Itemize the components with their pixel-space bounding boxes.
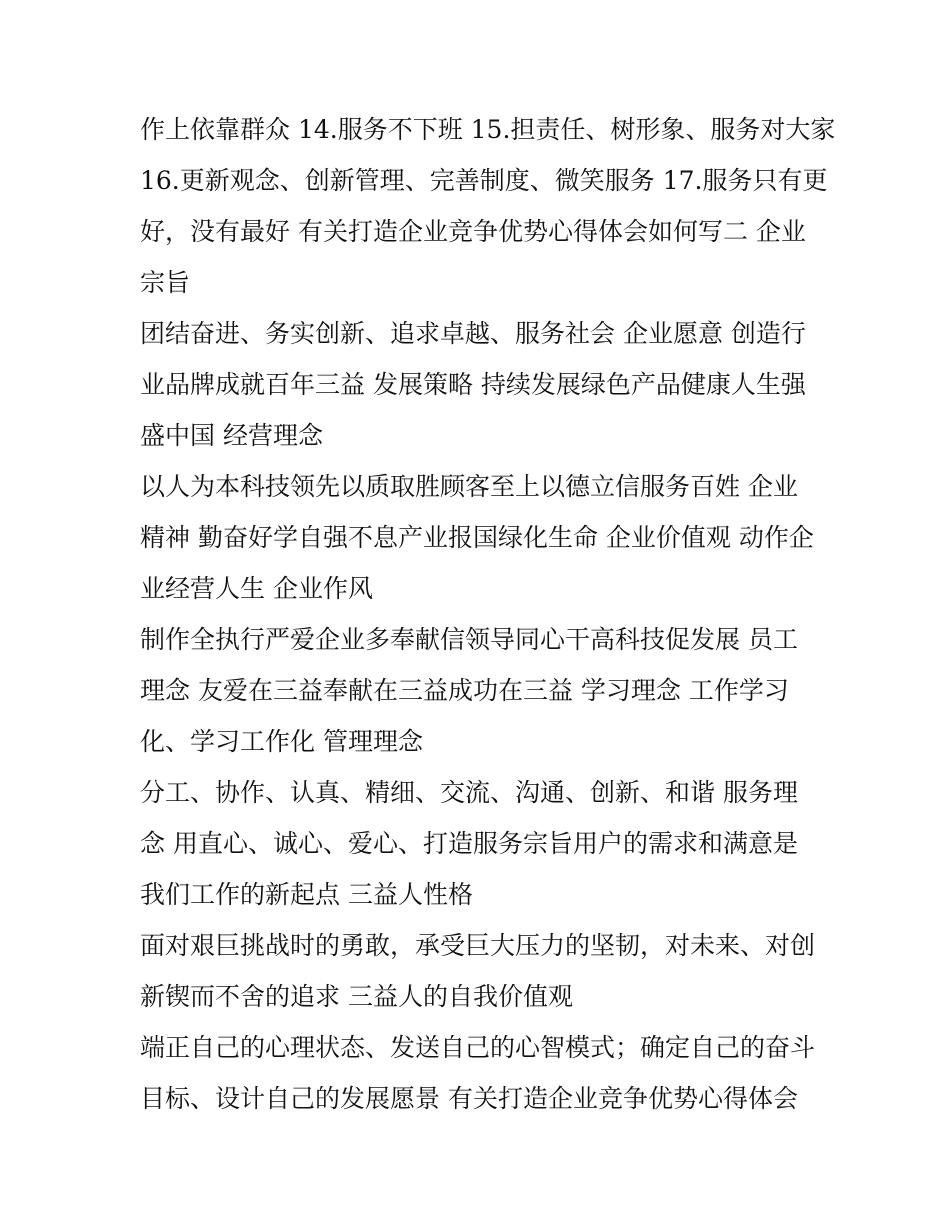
text-line: 以人为本科技领先以质取胜顾客至上以德立信服务百姓 企业 bbox=[140, 472, 798, 501]
text-line: 化、学习工作化 管理理念 bbox=[140, 727, 423, 756]
text-line: 念 用直心、诚心、爱心、打造服务宗旨用户的需求和满意是 bbox=[140, 829, 798, 858]
text-line: 业经营人生 企业作风 bbox=[140, 574, 373, 603]
text-line: 16.更新观念、创新管理、完善制度、微笑服务 17.服务只有更 bbox=[140, 166, 828, 195]
text-line: 宗旨 bbox=[140, 268, 191, 297]
text-line: 作上依靠群众 14.服务不下班 15.担责任、树形象、服务对大家 bbox=[140, 115, 836, 144]
text-line: 我们工作的新起点 三益人性格 bbox=[140, 880, 473, 909]
text-line: 端正自己的心理状态、发送自己的心智模式；确定自己的奋斗 bbox=[140, 1033, 816, 1062]
text-line: 理念 友爱在三益奉献在三益成功在三益 学习理念 工作学习 bbox=[140, 676, 789, 705]
text-line: 团结奋进、务实创新、追求卓越、服务社会 企业愿意 创造行 bbox=[140, 319, 806, 348]
text-line: 精神 勤奋好学自强不息产业报国绿化生命 企业价值观 动作企 bbox=[140, 523, 814, 552]
text-line: 目标、设计自己的发展愿景 有关打造企业竞争优势心得体会 bbox=[140, 1084, 798, 1113]
document-body bbox=[140, 104, 836, 1124]
text-line: 盛中国 经营理念 bbox=[140, 421, 323, 450]
text-line: 业品牌成就百年三益 发展策略 持续发展绿色产品健康人生强 bbox=[140, 370, 806, 399]
text-line: 面对艰巨挑战时的勇敢，承受巨大压力的坚韧，对未来、对创 bbox=[140, 931, 816, 960]
text-line: 新锲而不舍的追求 三益人的自我价值观 bbox=[140, 982, 573, 1011]
text-line: 制作全执行严爱企业多奉献信领导同心干高科技促发展 员工 bbox=[140, 625, 798, 654]
text-line: 好，没有最好 有关打造企业竞争优势心得体会如何写二 企业 bbox=[140, 217, 806, 246]
text-line: 分工、协作、认真、精细、交流、沟通、创新、和谐 服务理 bbox=[140, 778, 798, 807]
